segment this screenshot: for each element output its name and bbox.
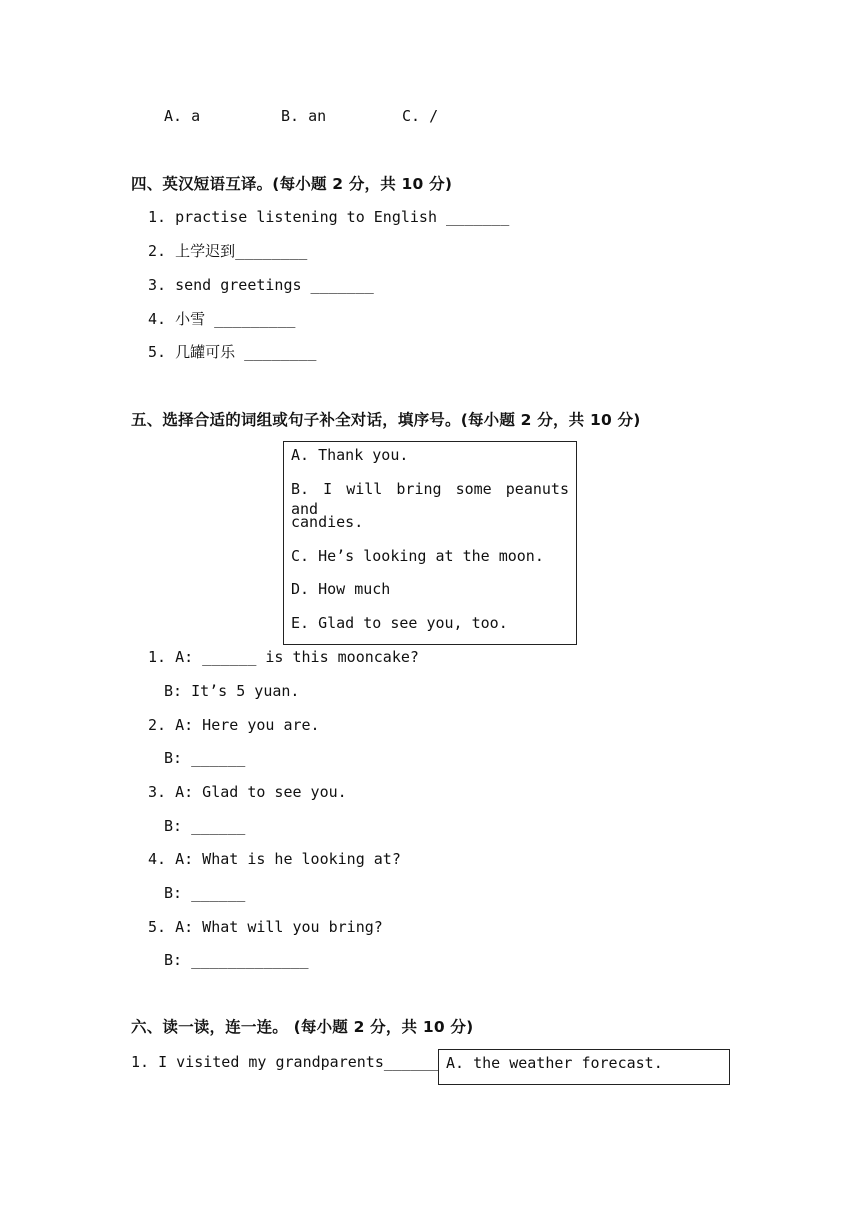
section4-item-3: 3. send greetings _______ xyxy=(148,276,374,294)
section5-option-d: D. How much xyxy=(291,580,391,598)
section4-item-2: 2. 上学迟到________ xyxy=(148,242,308,260)
section5-option-c: C. He’s looking at the moon. xyxy=(291,547,544,565)
dialog-1-a: 1. A: ______ is this mooncake? xyxy=(148,648,419,666)
section4-item-4: 4. 小雪 _________ xyxy=(148,310,296,328)
dialog-5-b: B: _____________ xyxy=(164,951,309,969)
section6-title: 六、读一读，连一连。 (每小题 2 分，共 10 分) xyxy=(131,1018,474,1036)
dialog-3-a: 3. A: Glad to see you. xyxy=(148,783,347,801)
dialog-4-a: 4. A: What is he looking at? xyxy=(148,850,401,868)
section5-options-box xyxy=(283,441,577,645)
section6-right-box-a xyxy=(438,1049,730,1085)
section5-title: 五、选择合适的词组或句子补全对话，填序号。(每小题 2 分，共 10 分) xyxy=(131,411,641,429)
option-b: B. an xyxy=(281,107,327,125)
dialog-3-b: B: ______ xyxy=(164,817,246,835)
option-c: C. / xyxy=(402,107,439,125)
dialog-2-b: B: ______ xyxy=(164,749,246,767)
option-a: A. a xyxy=(164,107,201,125)
section5-option-b: B. I will bring some peanuts and xyxy=(291,480,569,518)
section5-option-a: A. Thank you. xyxy=(291,446,409,464)
section4-item-5: 5. 几罐可乐 ________ xyxy=(148,343,317,361)
section4-title: 四、英汉短语互译。(每小题 2 分，共 10 分) xyxy=(131,175,453,193)
section5-option-b-cont: candies. xyxy=(291,513,364,531)
dialog-2-a: 2. A: Here you are. xyxy=(148,716,320,734)
section6-left-item-1: 1. I visited my grandparents______ xyxy=(131,1053,439,1071)
section4-item-1: 1. practise listening to English _______ xyxy=(148,208,510,226)
section6-right-item-a: A. the weather forecast. xyxy=(446,1054,663,1072)
section5-option-e: E. Glad to see you, too. xyxy=(291,614,508,632)
dialog-1-b: B: It’s 5 yuan. xyxy=(164,682,300,700)
dialog-4-b: B: ______ xyxy=(164,884,246,902)
dialog-5-a: 5. A: What will you bring? xyxy=(148,918,383,936)
